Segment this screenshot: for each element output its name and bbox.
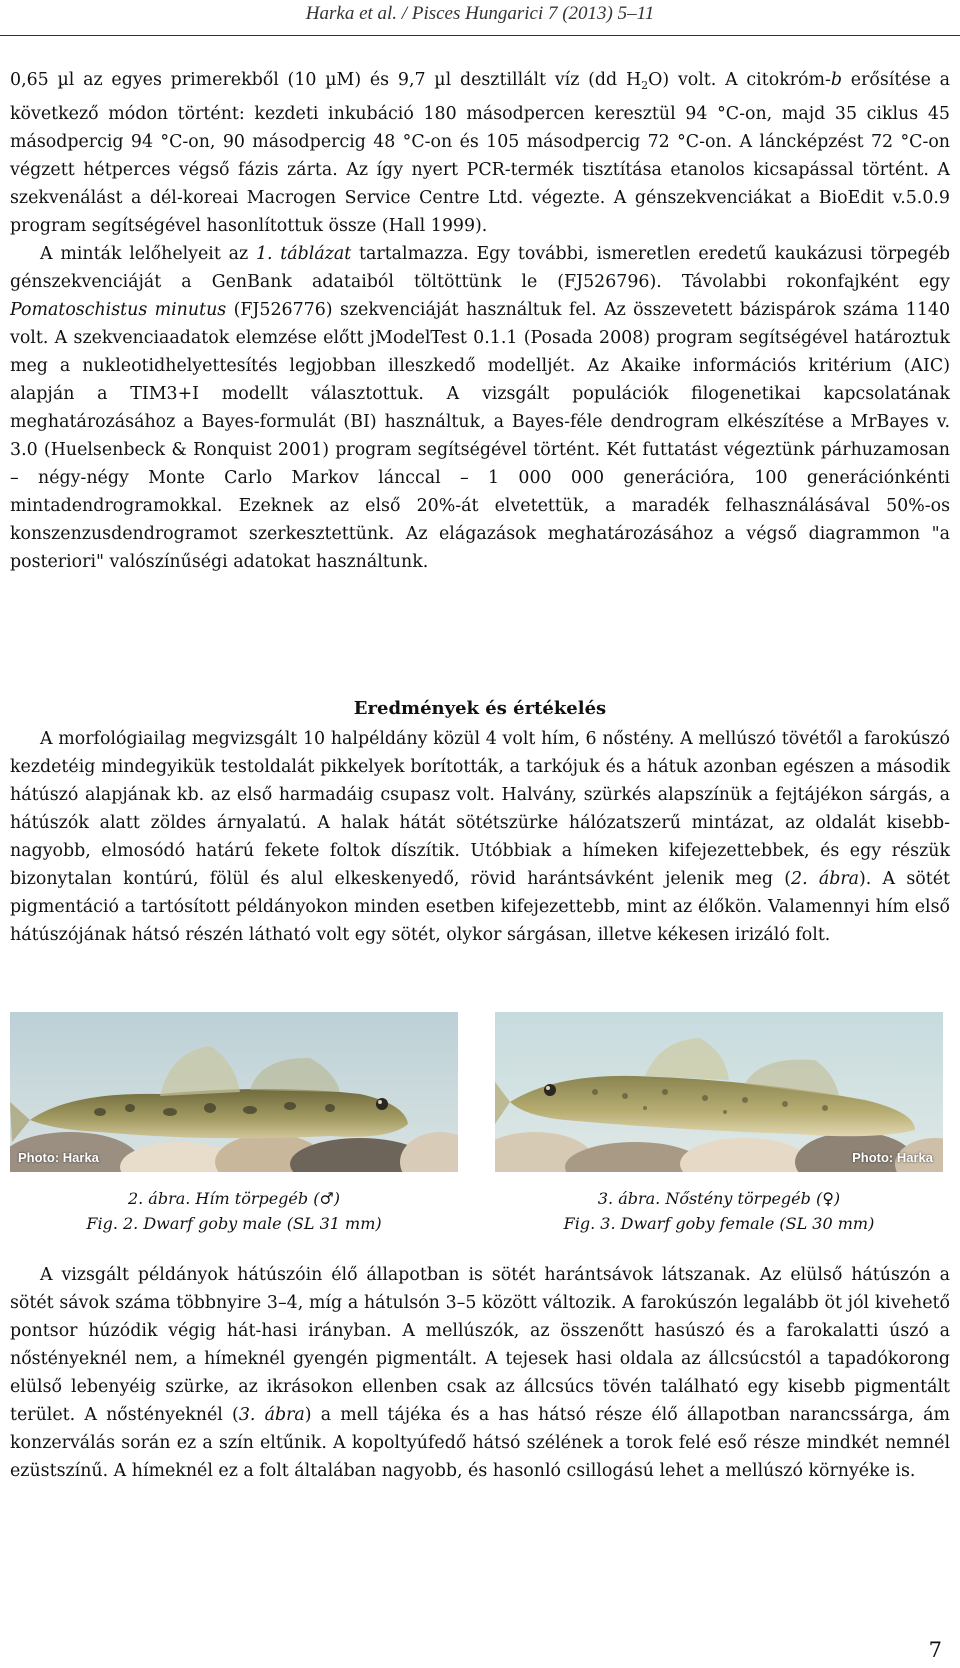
species-name: Pomatoschistus minutus xyxy=(10,300,227,320)
figure-reference-3: 3. ábra xyxy=(238,1405,305,1425)
header-rule xyxy=(0,35,960,36)
methods-p1-part-3: erősítése a következő módon történt: kezdeti inkubáció 180 másodpercen keresztül 94 °C-on, majd 35 ciklus 45 másodpercig 94 °C-on, 90 másodpercig 48 °C-on és 105 másodpercig 72 °C-on. A láncképzést 72 °C-on végzett hétperces végső fázis zárta. Az így nyert PCR-termék tisztítása etanolos kicsapással történt. A szekvenálást a dél-koreai Macrogen Service Centre Ltd. végezte. A génszekvenciákat a BioEdit v.5.0.9 program segítségével hasonlítottuk össze (Hall 1999). xyxy=(10,70,951,236)
methods-p1-part-1: 0,65 µl az egyes primerekből (10 µM) és 9,7 µl desztillált víz (dd H xyxy=(10,70,642,90)
results-paragraph-1 xyxy=(10,725,950,949)
running-head xyxy=(0,3,960,25)
methods-paragraph-1 xyxy=(10,66,950,240)
figure-3-caption-en: Fig. 3. Dwarf goby female (SL 30 mm) xyxy=(563,1214,875,1233)
male-goby-photo-icon xyxy=(10,1012,458,1172)
methods-paragraph-2 xyxy=(10,240,950,576)
results-p2-part-2: ) a mell tájéka és a has hátsó része élő állapotban narancssárga, ám konzerválás során ez a szín eltűnik. A kopoltyúfedő hátsó szélének a torok felé eső része mindkét nemnél ezüstszínű. A hímeknél ez a folt általában nagyobb, és hasonló csillogású lehet a mellúszó környéke is. xyxy=(10,1405,950,1481)
section-heading: Eredmények és értékelés xyxy=(353,698,607,719)
photo-credit: Photo: Harka xyxy=(852,1150,933,1165)
results-p1-part-2: ). A sötét pigmentáció a tartósított példányokon minden esetben kifejezettebb, mint az élőkön. Valamennyi hím első hátúszójának hátsó részén látható volt egy sötét, olykor sárgásan, illetve kékesen irizáló folt. xyxy=(10,869,951,945)
figure-2-caption xyxy=(10,1186,458,1236)
running-head-text: Harka et al. / Pisces Hungarici 7 (2013) 5–11 xyxy=(305,3,655,24)
methods-p2-part-2: tartalmazza. Egy további, ismeretlen eredetű kaukázusi törpegéb génszekvenciáját a GenBank adataiból töltöttünk le (FJ526796). Távolabbi rokonfajként egy xyxy=(10,244,951,292)
methods-p2-part-3: (FJ526776) szekvenciáját használtuk fel. Az összevetett bázispárok száma 1140 volt. A szekvenciaadatok elemzése előtt jModelTest 0.1.1 (Posada 2008) program segítségével határoztuk meg a nukleotidhelyettesítés legjobban illeszkedő modelljét. Az Akaike információs kritérium (AIC) alapján a TIM3+I modellt választottuk. A vizsgált populációk filogenetikai kapcsolatának meghatározásához a Bayes-formulát (BI) használtuk, a Bayes-féle dendrogram elkészítése a MrBayes v. 3.0 (Huelsenbeck & Ronquist 2001) program segítségével történt. Két futtatást végeztünk párhuzamosan – négy-négy Monte Carlo Markov lánccal – 1 000 000 generációra, 100 generációnkénti mintadendrogramokkal. Ezeknek az első 20%-át elvetettük, a maradék felhasználásával 50%-os konszenzusdendrogramot szerkesztettünk. Az elágazások meghatározásához a végső diagrammon "a posteriori" valószínűségi adatokat használtunk. xyxy=(10,300,951,572)
figure-reference-2: 2. ábra xyxy=(791,869,860,889)
results-text-1 xyxy=(10,725,950,949)
male-goby-illustration xyxy=(10,1012,458,1172)
methods-p1-part-2: O) volt. A citokróm- xyxy=(648,70,831,90)
methods-text xyxy=(10,66,950,576)
photo-credit: Photo: Harka xyxy=(18,1150,99,1165)
methods-p2-part-1: A minták lelőhelyeit az xyxy=(40,244,256,264)
figure-2-caption-en: Fig. 2. Dwarf goby male (SL 31 mm) xyxy=(86,1214,382,1233)
figure-3-caption-hu: 3. ábra. Nőstény törpegéb (♀) xyxy=(597,1189,841,1208)
results-paragraph-2 xyxy=(10,1261,950,1485)
figure-2-caption-hu: 2. ábra. Hím törpegéb (♂) xyxy=(127,1189,341,1208)
table-reference: 1. táblázat xyxy=(255,244,352,264)
page-number: 7 xyxy=(928,1638,942,1662)
female-goby-photo-icon xyxy=(495,1012,943,1172)
female-goby-illustration xyxy=(495,1012,943,1172)
results-p1-part-1: A morfológiailag megvizsgált 10 halpéldány közül 4 volt hím, 6 nőstény. A mellúszó tövétől a farokúszó kezdetéig mindegyikük testoldalát pikkelyek borították, a tarkójuk és a hátuk azonban egészen a második hátúszó alapjának kb. az első harmadáig csupasz volt. Halvány, szürkés alapszínük a fejtájékon sárgás, a hátúszók alatt zöldes árnyalatú. A halak hátát sötétszürke hálózatszerű mintázat, az oldalát kisebb-nagyobb, elmosódó határú fekete foltok díszítik. Utóbbiak a hímeken kifejezettebbek, és egy részük bizonytalan kontúrú, fölül és alul elkeskenyedő, rövid harántsávként jelenik meg ( xyxy=(10,729,950,889)
results-text-2 xyxy=(10,1261,950,1485)
subscript-2: 2 xyxy=(641,79,649,92)
results-p2-part-1: A vizsgált példányok hátúszóin élő állapotban is sötét harántsávok látszanak. Az elülső hátúszón a sötét sávok száma többnyire 3–4, míg a hátulsón 3–5 között változik. A farokúszón legalább öt jól kivehető pontsor húzódik végig hát-hasi irányban. A mellúszók, az összenőtt hasúszó és a farokalatti úszó a nőstényeknél nem, a hímeknél gyengén pigmentált. A tejesek hasi oldala az állcsúcstól a tapadókorong elülső lebenyéig szürke, az ikrásokon ellenben csak az állcsúcs tövén található egy kisebb pigmentált terület. A nőstényeknél ( xyxy=(10,1265,950,1425)
figure-3-caption xyxy=(495,1186,943,1236)
gene-italic-b: b xyxy=(830,70,843,90)
